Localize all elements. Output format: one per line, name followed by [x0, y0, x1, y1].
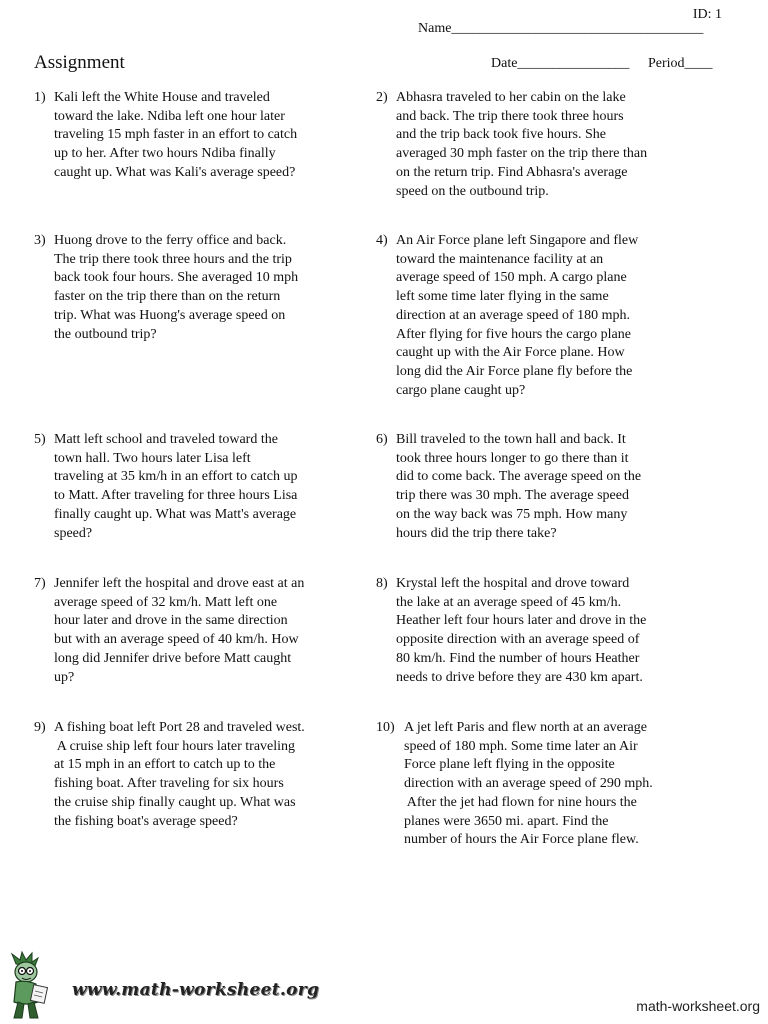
problem-line: did to come back. The average speed on the — [396, 469, 642, 485]
worksheet-id: ID: 1 — [692, 7, 722, 22]
problem-1 — [34, 89, 334, 183]
problem-line: The trip there took three hours and the trip — [54, 251, 292, 267]
problem-text — [404, 719, 676, 850]
problem-line: toward the lake. Ndiba left one hour later — [54, 108, 285, 124]
problem-line: 80 km/h. Find the number of hours Heather — [396, 650, 640, 666]
mascot-icon — [2, 950, 68, 1022]
footer-site: math-worksheet.org — [636, 998, 760, 1014]
problem-line: the cruise ship finally caught up. What was — [54, 794, 296, 810]
problem-line: Matt left school and traveled toward the — [54, 432, 278, 447]
problem-line: An Air Force plane left Singapore and flew — [396, 233, 639, 248]
problem-7 — [34, 575, 334, 687]
problem-8 — [376, 575, 676, 687]
problem-9 — [34, 719, 334, 831]
problem-line: averaged 30 mph faster on the trip there than — [396, 146, 648, 162]
period-field: Period____ — [648, 56, 713, 71]
problem-line: average speed of 150 mph. A cargo plane — [396, 270, 627, 286]
problem-text — [54, 431, 334, 543]
problem-line: long did Jennifer drive before Matt caught — [54, 650, 292, 666]
problem-number: 9) — [34, 720, 46, 735]
problem-line: direction at an average speed of 180 mph. — [396, 307, 631, 323]
problem-line: Jennifer left the hospital and drove east at an — [54, 576, 305, 591]
problem-line: faster on the trip there than on the return — [54, 289, 281, 305]
problem-line: direction with an average speed of 290 mph. — [404, 776, 653, 792]
name-field: Name____________________________________ — [418, 21, 704, 36]
problem-text — [396, 232, 676, 400]
problem-2 — [376, 89, 676, 201]
problem-line: average speed of 32 km/h. Matt left one — [54, 594, 278, 610]
problem-line: the outbound trip? — [54, 326, 157, 342]
problem-number: 7) — [34, 576, 46, 591]
problem-line: the fishing boat's average speed? — [54, 813, 238, 829]
problem-line: speed? — [54, 525, 93, 541]
problem-line: planes were 3650 mi. apart. Find the — [404, 813, 609, 829]
problem-line: hours did the trip there take? — [396, 525, 557, 541]
problem-6 — [376, 431, 676, 543]
problem-text — [54, 719, 334, 831]
problem-line: traveling at 35 km/h in an effort to catch up — [54, 469, 298, 485]
problem-3 — [34, 232, 334, 344]
problem-line: left some time later flying in the same — [396, 289, 609, 305]
problem-line: the lake at an average speed of 45 km/h. — [396, 594, 622, 610]
problem-line: hour later and drove in the same direction — [54, 613, 288, 629]
problem-line: town hall. Two hours later Lisa left — [54, 450, 251, 466]
problem-number: 4) — [376, 233, 388, 248]
problem-line: needs to drive before they are 430 km apart. — [396, 669, 643, 685]
problem-line: A fishing boat left Port 28 and traveled west. — [54, 720, 305, 735]
problem-number: 1) — [34, 90, 46, 105]
date-field: Date________________ — [491, 56, 630, 71]
problem-line: After the jet had flown for nine hours the — [404, 794, 637, 810]
problem-text — [54, 575, 334, 687]
problem-line: Heather left four hours later and drove in the — [396, 613, 647, 629]
problem-line: speed on the outbound trip. — [396, 183, 549, 199]
problem-line: long did the Air Force plane fly before the — [396, 363, 633, 379]
problem-line: back took four hours. She averaged 10 mph — [54, 270, 299, 286]
problem-line: Huong drove to the ferry office and back. — [54, 233, 287, 248]
problem-line: caught up with the Air Force plane. How — [396, 345, 625, 361]
problem-line: caught up. What was Kali's average speed? — [54, 164, 296, 180]
problem-line: up to her. After two hours Ndiba finally — [54, 146, 276, 162]
problem-line: cargo plane caught up? — [396, 382, 526, 398]
problem-line: traveling 15 mph faster in an effort to catch — [54, 127, 298, 143]
problem-line: Kali left the White House and traveled — [54, 90, 270, 105]
problem-line: number of hours the Air Force plane flew. — [404, 832, 639, 848]
problem-number: 5) — [34, 432, 46, 447]
problem-number: 10) — [376, 720, 395, 735]
problem-line: took three hours longer to go there than it — [396, 450, 629, 466]
problem-text — [396, 89, 676, 201]
problem-4 — [376, 232, 676, 400]
problem-line: Krystal left the hospital and drove toward — [396, 576, 630, 591]
problem-line: to Matt. After traveling for three hours Lisa — [54, 488, 298, 504]
problem-line: Abhasra traveled to her cabin on the lake — [396, 90, 626, 105]
problem-line: trip there was 30 mph. The average speed — [396, 488, 629, 504]
problem-line: fishing boat. After traveling for six hours — [54, 776, 284, 792]
problem-text — [54, 89, 334, 183]
problem-line: trip. What was Huong's average speed on — [54, 307, 286, 323]
logo-text: www.math-worksheet.org — [72, 980, 320, 1000]
problem-line: A jet left Paris and flew north at an average — [404, 720, 647, 735]
problem-number: 3) — [34, 233, 46, 248]
problem-number: 6) — [376, 432, 388, 447]
problem-line: A cruise ship left four hours later traveling — [54, 738, 296, 754]
problem-text — [54, 232, 334, 344]
problem-line: finally caught up. What was Matt's average — [54, 506, 297, 522]
problem-5 — [34, 431, 334, 543]
problem-line: After flying for five hours the cargo plane — [396, 326, 631, 342]
problem-line: toward the maintenance facility at an — [396, 251, 604, 267]
problem-number: 8) — [376, 576, 388, 591]
problem-line: Bill traveled to the town hall and back. It — [396, 432, 626, 447]
problem-10 — [376, 719, 676, 850]
problem-line: on the way back was 75 mph. How many — [396, 506, 628, 522]
problem-line: and the trip back took five hours. She — [396, 127, 606, 143]
problem-line: and back. The trip there took three hours — [396, 108, 624, 124]
problem-line: at 15 mph in an effort to catch up to the — [54, 757, 276, 773]
problem-line: on the return trip. Find Abhasra's average — [396, 164, 628, 180]
problem-number: 2) — [376, 90, 388, 105]
problem-line: up? — [54, 669, 75, 685]
page-title: Assignment — [34, 52, 125, 73]
problem-line: speed of 180 mph. Some time later an Air — [404, 738, 638, 754]
problem-line: opposite direction with an average speed of — [396, 632, 640, 648]
problem-line: Force plane left flying in the opposite — [404, 757, 615, 773]
problem-line: but with an average speed of 40 km/h. How — [54, 632, 299, 648]
problem-text — [396, 575, 676, 687]
problem-text — [396, 431, 676, 543]
